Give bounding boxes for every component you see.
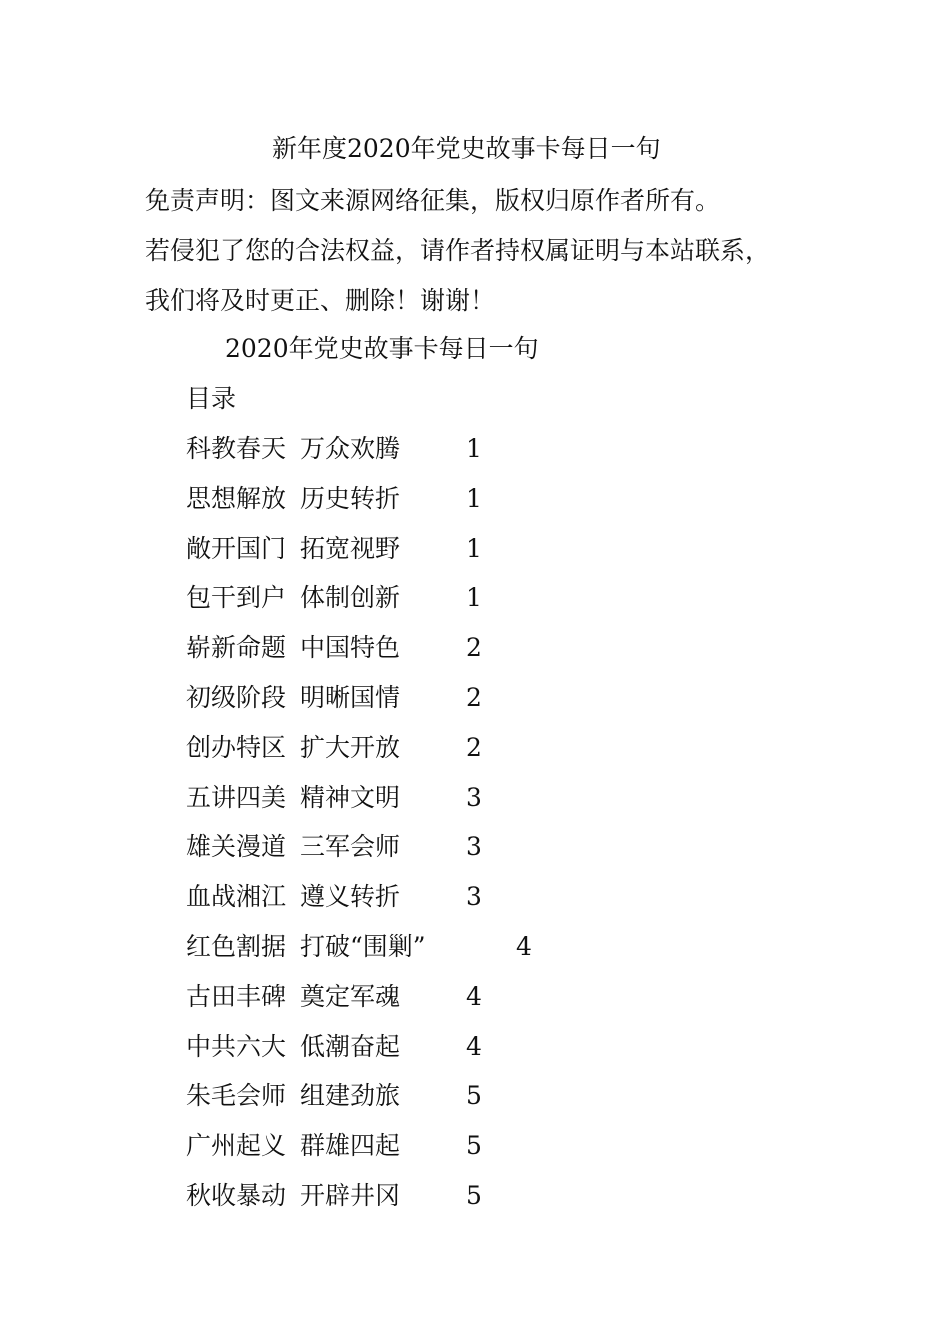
toc-entry-page: 3 bbox=[466, 832, 482, 862]
toc-entry-subtitle: 组建劲旅 bbox=[300, 1081, 401, 1111]
toc-entry-page: 5 bbox=[466, 1131, 482, 1161]
toc-entry-page: 4 bbox=[466, 981, 482, 1011]
toc-entry-page: 5 bbox=[466, 1180, 482, 1210]
toc-entry-subtitle: 体制创新 bbox=[300, 583, 401, 613]
toc-entry-title: 广州起义 bbox=[186, 1131, 287, 1161]
toc-entry-subtitle: 中国特色 bbox=[300, 633, 401, 663]
toc-entry-subtitle: 扩大开放 bbox=[300, 732, 401, 762]
toc-entry-page: 3 bbox=[466, 782, 482, 812]
toc-entry[interactable] bbox=[186, 832, 706, 882]
toc-entry-subtitle: 三军会师 bbox=[300, 832, 401, 862]
toc-entry[interactable] bbox=[186, 733, 706, 783]
disclaimer-line: 我们将及时更正、删除！谢谢！ bbox=[145, 286, 496, 315]
toc-entry[interactable] bbox=[186, 1032, 706, 1082]
toc-entry-subtitle: 拓宽视野 bbox=[300, 533, 401, 563]
disclaimer-line: 免责声明：图文来源网络征集，版权归原作者所有。 bbox=[145, 186, 721, 215]
toc-entry-page: 2 bbox=[466, 732, 482, 762]
toc-entry[interactable] bbox=[186, 583, 706, 633]
toc-entry-subtitle: 开辟井冈 bbox=[300, 1180, 401, 1210]
toc-entry-subtitle: 群雄四起 bbox=[300, 1131, 401, 1161]
toc-entry[interactable] bbox=[186, 484, 706, 534]
toc-entry-title: 初级阶段 bbox=[186, 682, 287, 712]
toc-entry[interactable] bbox=[186, 633, 706, 683]
toc-entry[interactable] bbox=[186, 783, 706, 833]
toc-entry-title: 崭新命题 bbox=[186, 633, 287, 663]
toc-entry-subtitle: 遵义转折 bbox=[300, 882, 401, 912]
toc-entry-title: 敞开国门 bbox=[186, 533, 287, 563]
toc-entry-subtitle: 低潮奋起 bbox=[300, 1031, 401, 1061]
toc-entry-title: 血战湘江 bbox=[186, 882, 287, 912]
toc-entry-title: 古田丰碑 bbox=[186, 981, 287, 1011]
toc-entry-subtitle: 奠定军魂 bbox=[300, 981, 401, 1011]
toc-entry-page: 5 bbox=[466, 1081, 482, 1111]
toc-entry-title: 红色割据 bbox=[186, 931, 287, 961]
toc-heading: 目录 bbox=[186, 384, 237, 413]
document-title: 新年度2020年党史故事卡每日一句 bbox=[272, 134, 661, 163]
toc-entry-page: 4 bbox=[466, 1031, 482, 1061]
toc-entry-title: 科教春天 bbox=[186, 434, 287, 463]
toc-entry-title: 中共六大 bbox=[186, 1031, 287, 1061]
toc-entry-page: 1 bbox=[466, 533, 482, 563]
toc-entry-title: 朱毛会师 bbox=[186, 1081, 287, 1111]
toc-entry-title: 创办特区 bbox=[186, 732, 287, 762]
toc-entry[interactable] bbox=[186, 683, 706, 733]
toc-entry-page: 4 bbox=[516, 931, 532, 961]
toc-entry[interactable] bbox=[186, 1131, 706, 1181]
toc-entry-page: 1 bbox=[466, 483, 482, 513]
toc-entry-page: 1 bbox=[466, 583, 482, 613]
document-subtitle: 2020年党史故事卡每日一句 bbox=[225, 334, 539, 363]
toc-entry-page: 2 bbox=[466, 633, 482, 663]
toc-entry-title: 思想解放 bbox=[186, 483, 287, 513]
toc-entry-subtitle: 精神文明 bbox=[300, 782, 401, 812]
toc-entry-page: 1 bbox=[466, 434, 482, 463]
toc-entry-title: 雄关漫道 bbox=[186, 832, 287, 862]
toc-entry-title: 五讲四美 bbox=[186, 782, 287, 812]
toc-entry[interactable] bbox=[186, 434, 706, 484]
toc-entry-page: 2 bbox=[466, 682, 482, 712]
toc-entry-title: 包干到户 bbox=[186, 583, 287, 613]
toc-entry-subtitle: 打破“围剿” bbox=[300, 931, 426, 961]
toc-entry[interactable] bbox=[186, 1081, 706, 1131]
toc-entry[interactable] bbox=[186, 534, 706, 584]
toc-entry[interactable] bbox=[186, 1181, 706, 1231]
toc-entry-title: 秋收暴动 bbox=[186, 1180, 287, 1210]
toc-entry-subtitle: 万众欢腾 bbox=[300, 434, 401, 463]
table-of-contents bbox=[186, 434, 706, 1231]
toc-entry-subtitle: 明晰国情 bbox=[300, 682, 401, 712]
toc-entry[interactable] bbox=[186, 882, 706, 932]
disclaimer-line: 若侵犯了您的合法权益，请作者持权属证明与本站联系， bbox=[145, 236, 771, 265]
toc-entry-subtitle: 历史转折 bbox=[300, 483, 401, 513]
toc-entry-page: 3 bbox=[466, 882, 482, 912]
toc-entry[interactable] bbox=[186, 982, 706, 1032]
toc-entry[interactable] bbox=[186, 932, 706, 982]
